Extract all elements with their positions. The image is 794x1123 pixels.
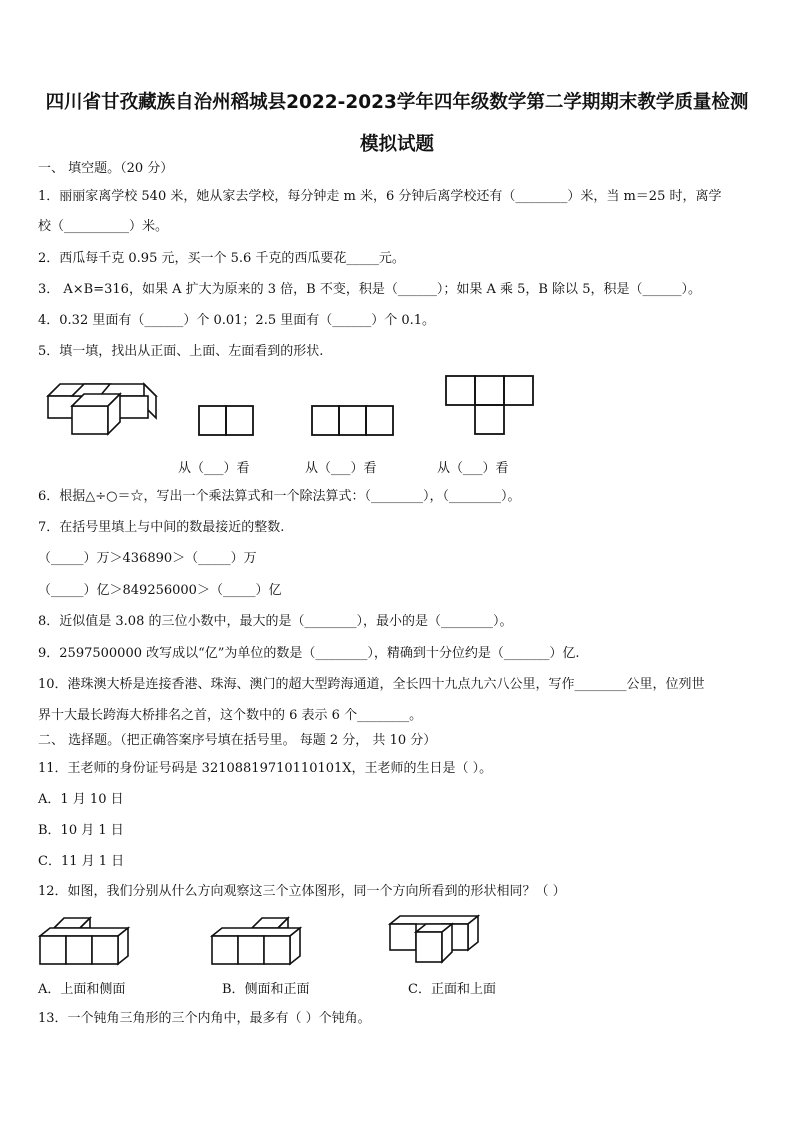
question-7: 7．在括号里填上与中间的数最接近的整数. <box>38 520 285 535</box>
q5-3d-figure <box>44 374 160 440</box>
question-13: 13．一个钝角三角形的三个内角中，最多有（ ）个钝角。 <box>38 1011 371 1026</box>
question-4: 4．0.32 里面有（______）个 0.01；2.5 里面有（______）个 0.1。 <box>38 313 436 328</box>
q5-view-two-squares <box>198 405 256 437</box>
page-title-line2: 模拟试题 <box>359 134 434 155</box>
question-12: 12．如图，我们分别从什么方向观察这三个立体图形，同一个方向所看到的形状相同？（ ） <box>38 884 566 899</box>
question-1-line-b: 校（__________）米。 <box>38 219 169 234</box>
question-12-option-b: B．侧面和正面 <box>222 982 310 997</box>
question-11-option-a: A．1 月 10 日 <box>38 792 124 807</box>
q5-caption-2: 从（___）看 <box>305 461 377 476</box>
q5-caption-1: 从（___）看 <box>178 461 250 476</box>
question-7-row-2: （_____）亿＞849256000＞（_____）亿 <box>38 583 282 598</box>
q5-view-three-squares <box>311 405 397 437</box>
question-12-option-c: C．正面和上面 <box>408 982 496 997</box>
question-3: 3． A×B=316，如果 A 扩大为原来的 3 倍，B 不变，积是（______）；如果 A 乘 5，B 除以 5，积是（______）。 <box>38 282 701 297</box>
q5-view-t-shape <box>445 375 537 437</box>
section-fill-blank-heading: 一、 填空题。（20 分） <box>38 161 174 176</box>
question-2: 2．西瓜每千克 0.95 元，买一个 5.6 千克的西瓜要花_____元。 <box>38 251 405 266</box>
question-11-option-c: C．11 月 1 日 <box>38 854 125 869</box>
question-5: 5．填一填，找出从正面、上面、左面看到的形状. <box>38 344 324 359</box>
question-12-option-a: A．上面和侧面 <box>38 982 126 997</box>
question-11-option-b: B．10 月 1 日 <box>38 823 124 838</box>
question-8: 8．近似值是 3.08 的三位小数中，最大的是（________），最小的是（________）。 <box>38 614 513 629</box>
question-9: 9．2597500000 改写成以“亿”为单位的数是（________），精确到十分位约是（_______）亿. <box>38 646 580 661</box>
question-10-line-a: 10．港珠澳大桥是连接香港、珠海、澳门的超大型跨海通道，全长四十九点九六八公里，写作________公里，位列世 <box>38 677 705 692</box>
question-11: 11．王老师的身份证号码是 32108819710110101X，王老师的生日是（ ）。 <box>38 761 493 776</box>
question-7-row-1: （_____）万＞436890＞（_____）万 <box>38 551 257 566</box>
question-6: 6．根据△÷○＝☆，写出一个乘法算式和一个除法算式：（________），（________）。 <box>38 489 521 504</box>
page-title: 四川省甘孜藏族自治州稻城县2022-2023学年四年级数学第二学期期末教学质量检测 <box>45 92 749 113</box>
q12-figure-3 <box>388 912 484 966</box>
q12-figure-1 <box>38 914 134 966</box>
section-choice-heading: 二、 选择题。（把正确答案序号填在括号里。 每题 2 分， 共 10 分） <box>38 733 437 748</box>
question-10-line-b: 界十大最长跨海大桥排名之首，这个数中的 6 表示 6 个________。 <box>38 708 423 723</box>
question-1-line-a: 1．丽丽家离学校 540 米，她从家去学校，每分钟走 m 米，6 分钟后离学校还有（________）米，当 m＝25 时，离学 <box>38 189 722 204</box>
q12-figure-2 <box>210 914 306 966</box>
q5-caption-3: 从（___）看 <box>437 461 509 476</box>
